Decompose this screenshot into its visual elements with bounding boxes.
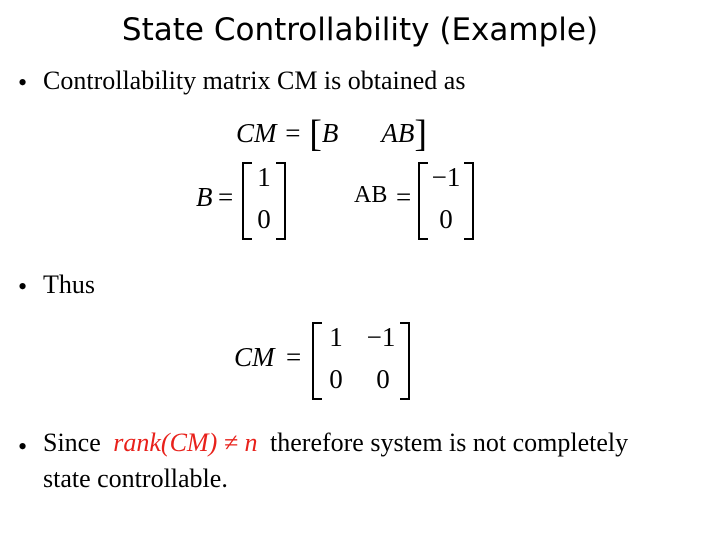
conclusion-text: therefore system is not completely [270,428,629,457]
cm-matrix-lhs: CM [234,342,275,372]
bullet-dot: • [18,432,28,461]
ab-lhs: AB [354,182,388,208]
left-bracket: [ [309,113,322,155]
bullet-dot: • [18,272,28,301]
cm-definition-equation [236,112,427,156]
matrix-right-bracket [464,162,474,240]
bullet-dot: • [18,68,28,97]
equals-sign: = [218,182,234,212]
cm-r1c2: −1 [366,322,396,352]
equals-sign: = [286,342,302,372]
cm-r2c1: 0 [329,364,343,394]
cm-matrix-equation [234,320,424,400]
equals-sign: = [396,182,412,212]
matrix-right-bracket [276,162,286,240]
conclusion-line2: state controllable. [43,464,228,493]
b-row2: 0 [257,204,271,234]
bullet-text-controllability: Controllability matrix CM is obtained as [43,66,466,95]
cm-r2c2: 0 [376,364,390,394]
b-row1: 1 [257,162,271,192]
ab-row1: −1 [431,162,461,192]
right-bracket: ] [414,113,428,155]
ab-matrix-equation [354,160,484,240]
cm-b-term: B [321,118,339,148]
slide-title: State Controllability (Example) [121,12,599,48]
ab-row2: 0 [439,204,453,234]
rank-condition-math: rank(CM) ≠ n [113,428,258,457]
cm-lhs: CM [236,118,277,148]
cm-r1c1: 1 [329,322,343,352]
b-lhs: B [196,182,213,212]
matrix-right-bracket [400,322,410,400]
cm-ab-term: AB [381,118,415,148]
equals-sign: = [285,118,301,148]
bullet-text-thus: Thus [43,270,95,299]
b-matrix-equation [196,160,296,240]
since-text: Since [43,428,101,457]
bullet-text-conclusion [43,428,628,458]
